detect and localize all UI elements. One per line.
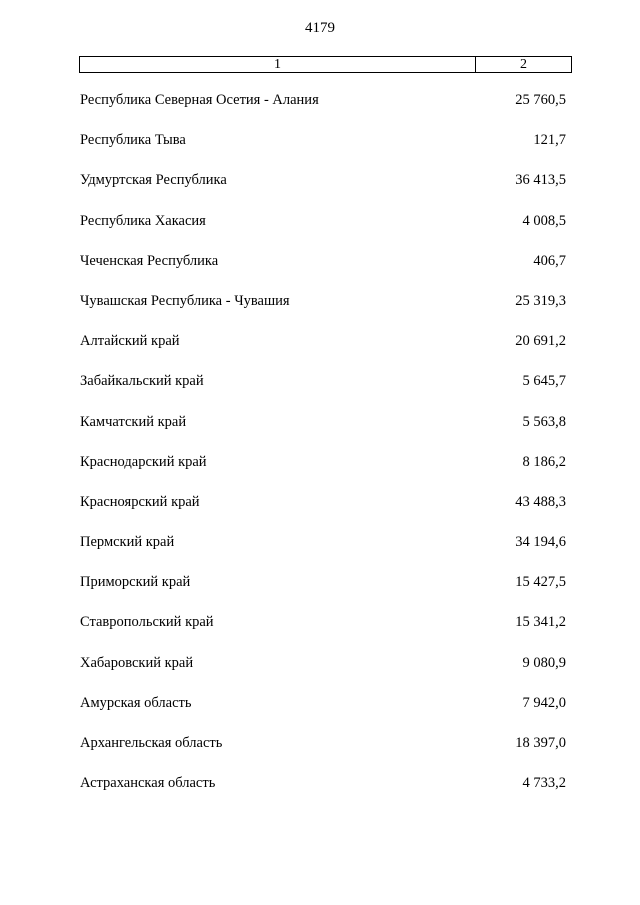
region-value: 7 942,0 (522, 694, 566, 711)
region-name: Пермский край (80, 534, 175, 551)
region-name: Республика Северная Осетия - Алания (80, 92, 319, 108)
region-value: 5 563,8 (522, 413, 566, 430)
region-value: 43 488,3 (515, 493, 566, 510)
table-row (80, 291, 566, 331)
region-value: 8 186,2 (522, 453, 566, 470)
table-row (80, 211, 566, 251)
region-value: 25 319,3 (515, 292, 566, 309)
table-row (80, 653, 566, 693)
region-name: Астраханская область (80, 775, 216, 792)
region-value: 25 760,5 (515, 92, 566, 108)
region-name: Красноярский край (80, 493, 200, 510)
table-row (80, 733, 566, 773)
region-value: 15 427,5 (515, 574, 566, 591)
table-row (80, 90, 566, 130)
region-value: 4 008,5 (522, 212, 566, 229)
region-name: Удмуртская Республика (80, 172, 227, 189)
region-value: 15 341,2 (515, 614, 566, 631)
table-row (80, 492, 566, 532)
table-row (80, 371, 566, 411)
region-value: 121,7 (533, 132, 566, 149)
table-row (80, 412, 566, 452)
region-name: Алтайский край (80, 333, 180, 350)
region-value: 36 413,5 (515, 172, 566, 189)
region-name: Забайкальский край (80, 373, 204, 390)
table-row (80, 452, 566, 492)
table-row (80, 773, 566, 813)
table-row (80, 170, 566, 210)
table-body (80, 90, 566, 813)
region-name: Камчатский край (80, 413, 187, 430)
region-name: Чувашская Республика - Чувашия (80, 292, 290, 309)
column-header-2: 2 (520, 57, 527, 72)
region-value: 18 397,0 (515, 735, 566, 751)
table-row (80, 532, 566, 572)
table-row (80, 251, 566, 291)
region-value: 406,7 (533, 252, 566, 269)
region-name: Краснодарский край (80, 453, 207, 470)
region-name: Республика Хакасия (80, 212, 206, 229)
region-name: Ставропольский край (80, 614, 214, 631)
table-row (80, 693, 566, 733)
region-name: Архангельская область (80, 735, 223, 751)
region-value: 5 645,7 (522, 373, 566, 390)
page-number: 4179 (305, 20, 335, 36)
region-name: Республика Тыва (80, 132, 186, 149)
table-row (80, 130, 566, 170)
table-header (79, 56, 572, 73)
table-row (80, 331, 566, 371)
region-value: 34 194,6 (515, 534, 566, 551)
region-name: Хабаровский край (80, 654, 194, 671)
region-name: Амурская область (80, 694, 192, 711)
region-name: Чеченская Республика (80, 252, 219, 269)
table-row (80, 612, 566, 652)
region-value: 4 733,2 (522, 775, 566, 792)
region-name: Приморский край (80, 574, 191, 591)
table-row (80, 572, 566, 612)
region-value: 20 691,2 (515, 333, 566, 350)
column-header-1: 1 (80, 57, 476, 72)
region-value: 9 080,9 (522, 654, 566, 671)
